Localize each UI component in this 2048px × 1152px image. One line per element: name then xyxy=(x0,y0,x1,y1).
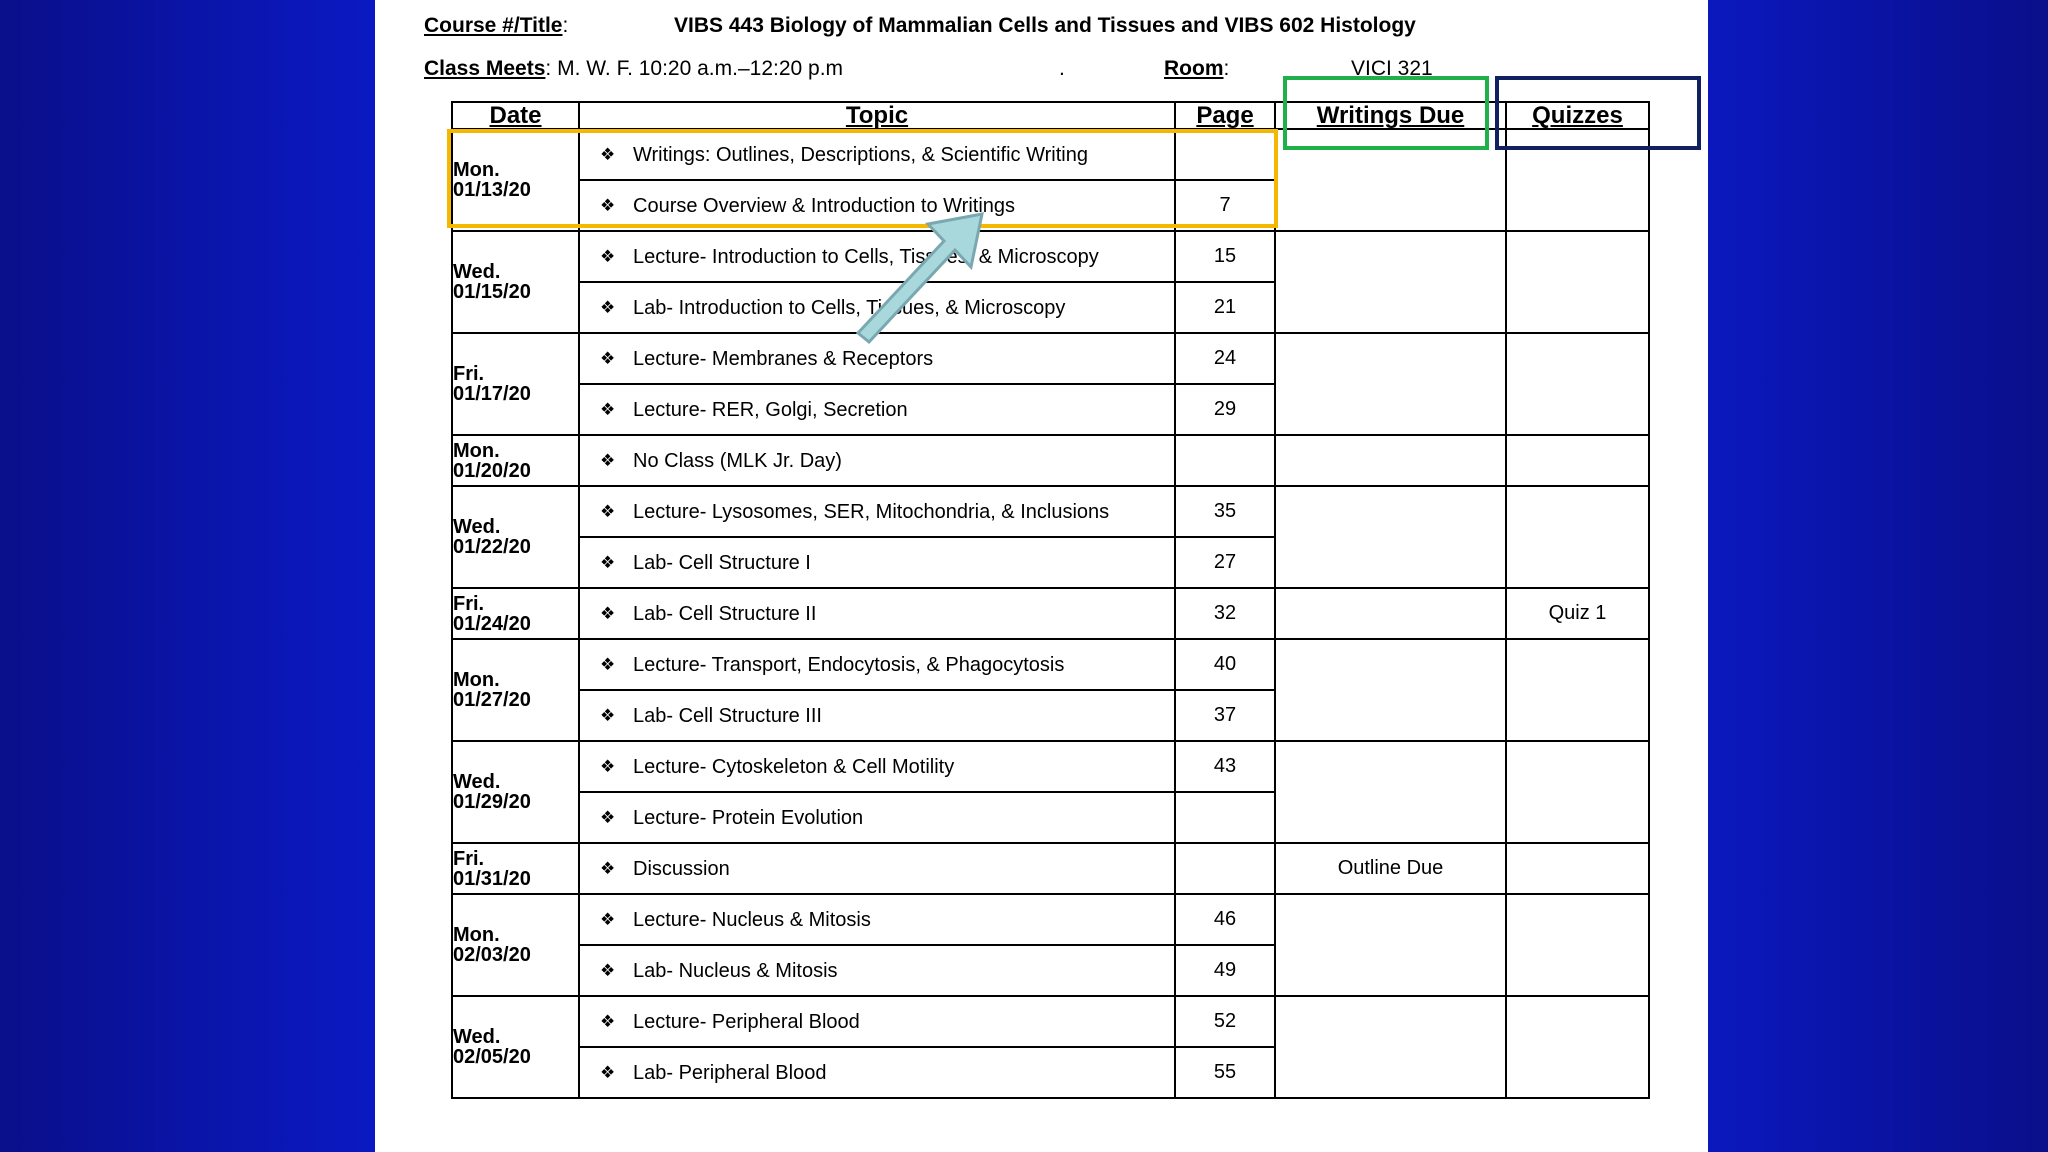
writings-due-cell xyxy=(1275,588,1506,639)
topic-cell xyxy=(579,537,1175,588)
date-label: 02/05/20 xyxy=(453,1046,531,1068)
topic-item xyxy=(580,859,1174,879)
writings-due-cell xyxy=(1275,486,1506,588)
topic-item xyxy=(580,1012,1174,1032)
table-row xyxy=(452,996,1649,1047)
diamond-bullet-icon: ❖ xyxy=(600,450,616,470)
page-cell: 40 xyxy=(1175,639,1275,690)
topic-item xyxy=(580,910,1174,930)
date-cell xyxy=(452,588,579,639)
page-cell: 32 xyxy=(1175,588,1275,639)
diamond-bullet-icon: ❖ xyxy=(600,399,616,419)
diamond-bullet-icon: ❖ xyxy=(600,909,616,929)
table-row xyxy=(452,486,1649,537)
page-cell: 21 xyxy=(1175,282,1275,333)
topic-text: Lab- Cell Structure I xyxy=(633,551,811,574)
course-colon: : xyxy=(562,14,569,37)
page-cell xyxy=(1175,435,1275,486)
weekday-label: Wed. xyxy=(453,261,501,283)
topic-item xyxy=(580,451,1174,471)
topic-text: Lecture- Peripheral Blood xyxy=(633,1010,860,1033)
diamond-bullet-icon: ❖ xyxy=(600,807,616,827)
quiz-cell xyxy=(1506,435,1649,486)
diamond-bullet-icon: ❖ xyxy=(600,348,616,368)
topic-item xyxy=(580,961,1174,981)
topic-text: Lab- Peripheral Blood xyxy=(633,1061,827,1084)
topic-item xyxy=(580,502,1174,522)
page-cell: 15 xyxy=(1175,231,1275,282)
diamond-bullet-icon: ❖ xyxy=(600,654,616,674)
quiz-cell xyxy=(1506,996,1649,1098)
weekday-label: Wed. xyxy=(453,771,501,793)
diamond-bullet-icon: ❖ xyxy=(600,705,616,725)
room-colon: : xyxy=(1223,57,1230,80)
diamond-bullet-icon: ❖ xyxy=(600,1011,616,1031)
date-label: 01/13/20 xyxy=(453,179,531,201)
table-row xyxy=(452,639,1649,690)
writings-due-cell: Outline Due xyxy=(1275,843,1506,894)
topic-item xyxy=(580,655,1174,675)
diamond-bullet-icon: ❖ xyxy=(600,552,616,572)
diamond-bullet-icon: ❖ xyxy=(600,603,616,623)
date-label: 01/24/20 xyxy=(453,612,531,635)
topic-text: No Class (MLK Jr. Day) xyxy=(633,449,842,472)
table-row xyxy=(452,435,1649,486)
column-header-page: Page xyxy=(1175,102,1275,129)
topic-cell xyxy=(579,435,1175,486)
page-cell: 27 xyxy=(1175,537,1275,588)
quiz-cell: Quiz 1 xyxy=(1506,588,1649,639)
diamond-bullet-icon: ❖ xyxy=(600,960,616,980)
topic-cell xyxy=(579,1047,1175,1098)
date-cell xyxy=(452,996,579,1098)
writings-due-cell xyxy=(1275,639,1506,741)
diamond-bullet-icon: ❖ xyxy=(600,246,616,266)
diamond-bullet-icon: ❖ xyxy=(600,195,616,215)
weekday-label: Mon. xyxy=(453,669,500,691)
date-cell xyxy=(452,843,579,894)
topic-item xyxy=(580,1063,1174,1083)
topic-cell xyxy=(579,486,1175,537)
table-row xyxy=(452,741,1649,792)
writings-due-cell xyxy=(1275,435,1506,486)
topic-text: Lab- Cell Structure II xyxy=(633,602,817,625)
writings-due-cell xyxy=(1275,894,1506,996)
page-cell xyxy=(1175,792,1275,843)
topic-item xyxy=(580,400,1174,420)
separator-dot: . xyxy=(1059,57,1065,80)
page-cell: 35 xyxy=(1175,486,1275,537)
diamond-bullet-icon: ❖ xyxy=(600,297,616,317)
topic-text: Lecture- RER, Golgi, Secretion xyxy=(633,398,908,421)
topic-text: Lecture- Transport, Endocytosis, & Phagocytosis xyxy=(633,653,1065,676)
topic-text: Lecture- Membranes & Receptors xyxy=(633,347,934,370)
topic-item xyxy=(580,757,1174,777)
diamond-bullet-icon: ❖ xyxy=(600,144,616,164)
class-meets-value: : M. W. F. 10:20 a.m.–12:20 p.m xyxy=(545,57,844,80)
date-label: 01/17/20 xyxy=(453,383,531,405)
topic-text: Lecture- Nucleus & Mitosis xyxy=(633,908,871,931)
topic-text: Lecture- Lysosomes, SER, Mitochondria, & Inclusions xyxy=(633,500,1110,523)
diamond-bullet-icon: ❖ xyxy=(600,756,616,776)
topic-item xyxy=(580,706,1174,726)
room-value: VICI 321 xyxy=(1351,57,1433,80)
topic-text: Writings: Outlines, Descriptions, & Scientific Writing xyxy=(633,143,1088,166)
quiz-cell xyxy=(1506,639,1649,741)
topic-text: Lecture- Protein Evolution xyxy=(633,806,864,829)
date-label: 01/22/20 xyxy=(453,536,531,558)
weekday-label: Wed. xyxy=(453,516,501,538)
course-label: Course #/Title xyxy=(424,14,563,37)
page-cell: 43 xyxy=(1175,741,1275,792)
topic-cell xyxy=(579,945,1175,996)
page-cell: 29 xyxy=(1175,384,1275,435)
quiz-cell xyxy=(1506,741,1649,843)
diamond-bullet-icon: ❖ xyxy=(600,501,616,521)
page-cell: 37 xyxy=(1175,690,1275,741)
quiz-cell xyxy=(1506,843,1649,894)
topic-text: Discussion xyxy=(633,857,730,880)
page-cell: 24 xyxy=(1175,333,1275,384)
date-label: 01/31/20 xyxy=(453,867,531,890)
page-cell: 55 xyxy=(1175,1047,1275,1098)
date-cell xyxy=(452,894,579,996)
topic-cell xyxy=(579,792,1175,843)
topic-text: Lecture- Introduction to Cells, Tissues, & Microscopy xyxy=(633,245,1099,268)
date-label: 01/15/20 xyxy=(453,281,531,303)
page-cell: 7 xyxy=(1175,180,1275,231)
topic-item xyxy=(580,808,1174,828)
topic-cell xyxy=(579,741,1175,792)
diamond-bullet-icon: ❖ xyxy=(600,858,616,878)
column-header-quizzes: Quizzes xyxy=(1506,102,1649,129)
weekday-label: Mon. xyxy=(453,924,500,946)
page-cell: 49 xyxy=(1175,945,1275,996)
topic-text: Course Overview & Introduction to Writings xyxy=(633,194,1016,217)
writings-due-cell xyxy=(1275,741,1506,843)
date-cell xyxy=(452,435,579,486)
weekday-label: Fri. xyxy=(453,363,485,385)
date-label: 01/29/20 xyxy=(453,791,531,813)
document-page xyxy=(375,0,1708,1152)
table-row xyxy=(452,894,1649,945)
column-header-topic: Topic xyxy=(579,102,1175,129)
diamond-bullet-icon: ❖ xyxy=(600,1062,616,1082)
table-row xyxy=(452,588,1649,639)
topic-text: Lab- Cell Structure III xyxy=(633,704,822,727)
topic-cell xyxy=(579,639,1175,690)
topic-text: Lab- Introduction to Cells, Tissues, & Microscopy xyxy=(633,296,1066,319)
column-header-writings-due: Writings Due xyxy=(1275,102,1506,129)
class-meets-label: Class Meets xyxy=(424,57,546,80)
date-cell xyxy=(452,741,579,843)
topic-cell xyxy=(579,588,1175,639)
date-label: 02/03/20 xyxy=(453,944,531,966)
table-row xyxy=(452,843,1649,894)
topic-cell xyxy=(579,894,1175,945)
topic-cell xyxy=(579,690,1175,741)
topic-item xyxy=(580,553,1174,573)
writings-due-cell xyxy=(1275,996,1506,1098)
course-title: VIBS 443 Biology of Mammalian Cells and Tissues and VIBS 602 Histology xyxy=(674,14,1416,37)
weekday-label: Fri. xyxy=(453,592,485,615)
topic-cell xyxy=(579,996,1175,1047)
topic-cell xyxy=(579,843,1175,894)
weekday-label: Wed. xyxy=(453,1026,501,1048)
page-cell: 46 xyxy=(1175,894,1275,945)
date-label: 01/20/20 xyxy=(453,459,531,482)
quiz-cell xyxy=(1506,486,1649,588)
weekday-label: Mon. xyxy=(453,159,500,181)
quiz-cell xyxy=(1506,894,1649,996)
date-cell xyxy=(452,486,579,588)
weekday-label: Mon. xyxy=(453,439,500,462)
topic-text: Lab- Nucleus & Mitosis xyxy=(633,959,838,982)
pointer-arrow-icon xyxy=(375,0,1708,400)
date-cell xyxy=(452,639,579,741)
weekday-label: Fri. xyxy=(453,847,485,870)
room-label: Room xyxy=(1164,57,1224,80)
page-cell: 52 xyxy=(1175,996,1275,1047)
column-header-date: Date xyxy=(452,102,579,129)
page-cell xyxy=(1175,843,1275,894)
topic-text: Lecture- Cytoskeleton & Cell Motility xyxy=(633,755,955,778)
date-label: 01/27/20 xyxy=(453,689,531,711)
topic-item xyxy=(580,604,1174,624)
